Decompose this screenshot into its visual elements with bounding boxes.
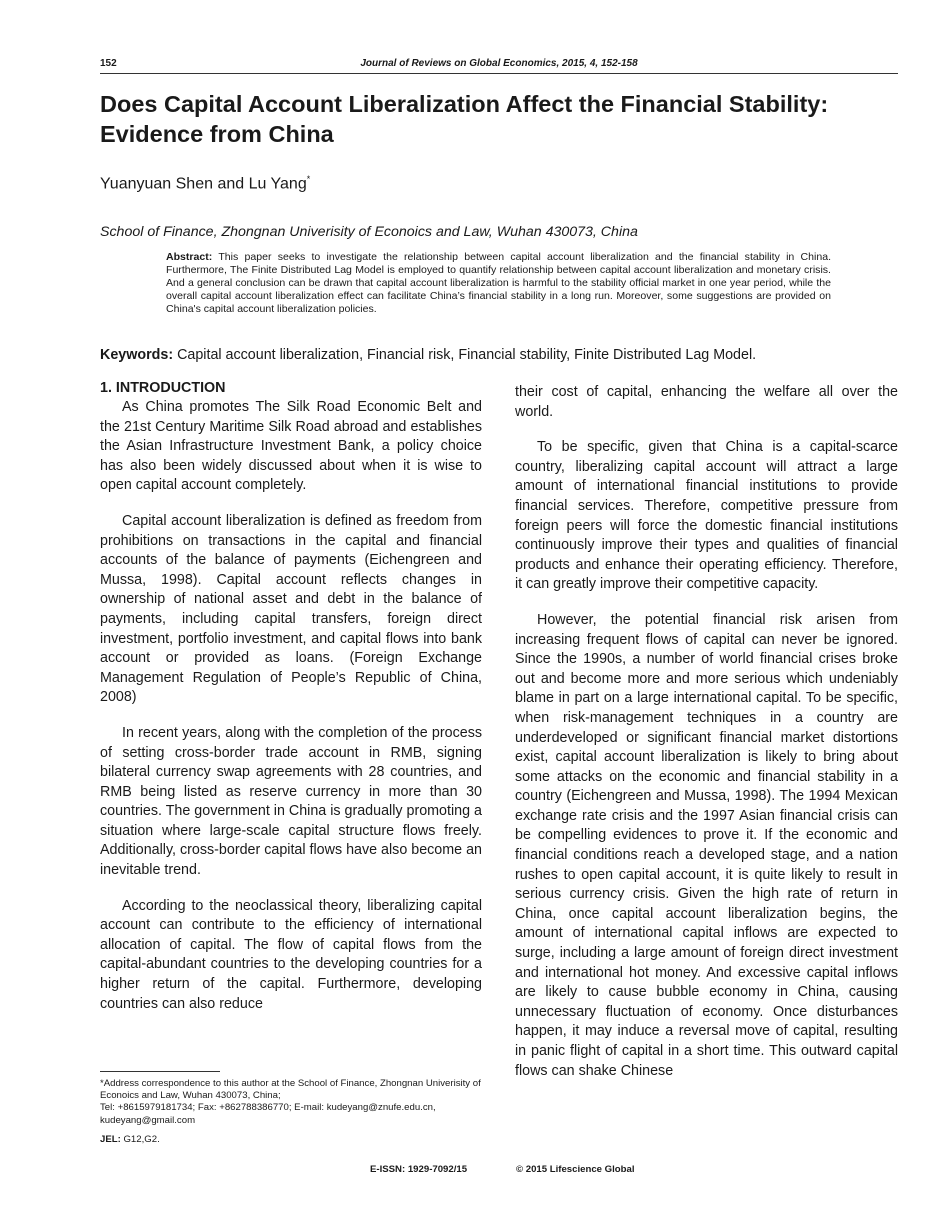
jel-label: JEL: — [100, 1134, 121, 1145]
footnote-rule — [100, 1071, 220, 1072]
keywords-label: Keywords: — [100, 347, 174, 363]
section-heading: 1. INTRODUCTION — [100, 380, 226, 396]
paragraph: In recent years, along with the completion of the process of setting cross-border trade account in RMB, signing bilateral currency swap agreements with 28 countries, and RMB being listed as reserve currency in more than 30 countries. The government in China is gradually promoting a situation where large-scale capital structure flows freely. Additionally, cross-border capital flows have also become an inevitable trend. — [100, 724, 482, 879]
issn: E-ISSN: 1929-7092/15 — [370, 1164, 468, 1175]
copyright: © 2015 Lifescience Global — [516, 1164, 635, 1175]
abstract-label: Abstract: — [166, 251, 213, 263]
author-names: Yuanyuan Shen and Lu Yang — [100, 175, 307, 193]
header-rule — [100, 73, 898, 74]
left-column — [100, 398, 482, 1030]
paragraph: However, the potential financial risk arisen from increasing frequent flows of capital can never be ignored. Since the 1990s, a number of world financial crises broke out and become more and more serious which undeniably blame in part on a large international capital. To be specific, when risk-management techniques in a country are underdeveloped or significant financial market distortions exist, capital account liberalization is likely to bring about some attacks on the economic and financial stability in a country (Eichengreen and Mussa, 1998). The 1994 Mexican exchange rate crisis and the 1997 Asian financial crisis can be compelling evidences to prove it. If the economic and financial conditions reach a developed stage, and a nation rushes to open capital account, it is quite likely to result in serious currency crisis. Given the high rate of return in China, once capital account liberalization begins, the amount of international capital inflows are expected to surge, including a large amount of foreign direct investment and international hot money. And excessive capital inflows are likely to cause bubble economy in China, causing unnecessary fluctuation of economy. Once disturbances happen, it may induce a reversal move of capital, resulting in panic flight of capital in a short time. This outward capital flows can shake Chinese — [515, 611, 898, 1079]
keywords-text: Capital account liberalization, Financial risk, Financial stability, Finite Distributed Lag Model. — [177, 347, 757, 363]
abstract-text: This paper seeks to investigate the relationship between capital account liberalization and the financial stability in China. Furthermore, The Finite Distributed Lag Model is employed to quantify relationship between capital account liberalization and monetary crisis. And a general conclusion can be drawn that capital account liberalization is harmful to the stability official market in one year period, while the overall capital account liberalization effect can facilitate China’s financial stability in a long run. Moreover, some suggestions are provided on China's capital account liberalization policies. — [166, 251, 831, 316]
paragraph: As China promotes The Silk Road Economic Belt and the 21st Century Maritime Silk Road abroad and establishes the Asian Infrastructure Investment Bank, a policy choice has also been widely discussed about when it is wise to open capital account completely. — [100, 399, 482, 494]
jel-text: G12,G2. — [123, 1134, 160, 1145]
right-column — [515, 383, 898, 1097]
keywords — [100, 347, 756, 363]
paper-title: Does Capital Account Liberalization Affect the Financial Stability: Evidence from China — [100, 91, 829, 147]
paragraph: According to the neoclassical theory, liberalizing capital account can contribute to the efficiency of international allocation of capital. The flow of capital flows from the capital-abundant countries to the developing countries for a higher return of the capital. Furthermore, developing countries can also reduce — [100, 897, 482, 1012]
paragraph: Capital account liberalization is defined as freedom from prohibitions on transactions in the capital and financial accounts of the balance of payments (Eichengreen and Mussa, 1998). Capital account reflects changes in ownership of national asset and debt in the balance of payments, including capital transfers, foreign direct investment, portfolio investment, and capital flows into bank account or provided as loans. (Foreign Exchange Management Regulation of People’s Republic of China, 2008) — [100, 512, 482, 706]
abstract — [166, 251, 831, 316]
page-number: 152 — [100, 58, 117, 69]
journal-header: Journal of Reviews on Global Economics, 2015, 4, 152-158 — [360, 58, 638, 69]
authors — [100, 174, 310, 193]
affiliation: School of Finance, Zhongnan Univerisity of Econoics and Law, Wuhan 430073, China — [100, 224, 638, 240]
paragraph-continuation: their cost of capital, enhancing the welfare all over the world. — [515, 384, 898, 420]
corresponding-author-mark: * — [306, 174, 311, 184]
footnote-contact: Tel: +8615979181734; Fax: +862788386770; E-mail: kudeyang@znufe.edu.cn, kudeyang@gmail.com — [100, 1102, 436, 1126]
footnote-address: *Address correspondence to this author at the School of Finance, Zhongnan Univerisity of Econoics and Law, Wuhan 430073, China; — [100, 1078, 481, 1102]
jel-codes — [100, 1134, 160, 1145]
footnote — [100, 1078, 485, 1127]
paragraph: To be specific, given that China is a capital-scarce country, liberalizing capital account will attract a large amount of international financial institutions to provide financial services. Therefore, competitive pressure from foreign peers will force the domestic financial institutions continuously improve their types and qualities of financial products and enhance their operating efficiency. Therefore, it can greatly improve their competitive capacity. — [515, 439, 898, 593]
